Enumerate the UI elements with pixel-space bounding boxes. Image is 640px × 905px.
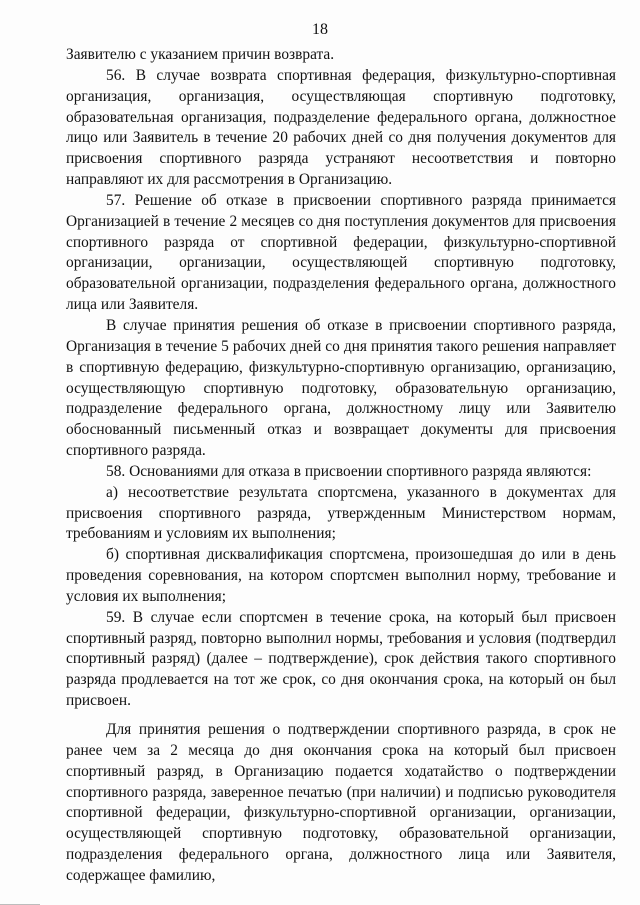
paragraph-58: 58. Основаниями для отказа в присвоении спортивного разряда являются: xyxy=(106,462,592,480)
paragraph-56: 56. В случае возврата спортивная федерация, физкультурно-спортивная организация, организация, осуществляющая спортивную подготовку, образовательная организация, подразделение федерального органа, должностное лицо или Заявитель в течение 20 рабочих дней со дня получения документов для присвоения спортивного разряда устраняют несоответствия и повторно направляют их для рассмотрения в Организацию. xyxy=(66,66,616,189)
paragraph-59: 59. В случае если спортсмен в течение срока, на который был присвоен спортивный разряд, повторно выполнил нормы, требования и условия (подтвердил спортивный разряд) (далее – подтверждение), срок действия такого спортивного разряда продлевается на тот же срок, со дня окончания срока, на который он был присвоен. xyxy=(66,608,616,710)
paragraph-58-b: б) спортивная дисквалификация спортсмена, произошедшая до или в день проведения соревнования, на котором спортсмен выполнил норму, требование и условия их выполнения; xyxy=(66,546,616,605)
paragraph-57: 57. Решение об отказе в присвоении спортивного разряда принимается Организацией в течение 2 месяцев со дня поступления документов для присвоения спортивного разряда от спортивной федерации, физкультурно-спортивной организации, организации, осуществляющей спортивную подготовку, образовательной организации, подразделения федерального органа, должностного лица или Заявителя. xyxy=(66,191,616,314)
paragraph-57-refusal: В случае принятия решения об отказе в присвоении спортивного разряда, Организация в течение 5 рабочих дней со дня принятия такого решения направляет в спортивную федерацию, физкультурно-спортивную организацию, организацию, осуществляющую спортивную подготовку, образовательную организацию, подразделение федерального органа, должностному лицу или Заявителю обоснованный письменный отказ и возвращает документы для присвоения спортивного разряда. xyxy=(66,316,616,460)
paragraph-return-reason: Заявителю с указанием причин возврата. xyxy=(66,46,335,63)
paragraph-58-a: а) несоответствие результата спортсмена, указанного в документах для присвоения спортивного разряда, утвержденным Министерством нормам, требованиям и условиям их выполнения; xyxy=(66,483,616,543)
page-number: 18 xyxy=(312,21,328,38)
document-body xyxy=(66,45,616,887)
paragraph-confirmation: Для принятия решения о подтверждении спортивного разряда, в срок не ранее чем за 2 месяца до дня окончания срока на который был присвоен спортивный разряд, в Организацию подается ходатайство о подтверждении спортивного разряда, заверенное печатью (при наличии) и подписью руководителя спортивной федерации, физкультурно-спортивной организации, организации, осуществляющей спортивную подготовку, образовательной организации, подразделения федерального органа, должностного лица или Заявителя, содержащее фамилию, xyxy=(66,721,616,884)
